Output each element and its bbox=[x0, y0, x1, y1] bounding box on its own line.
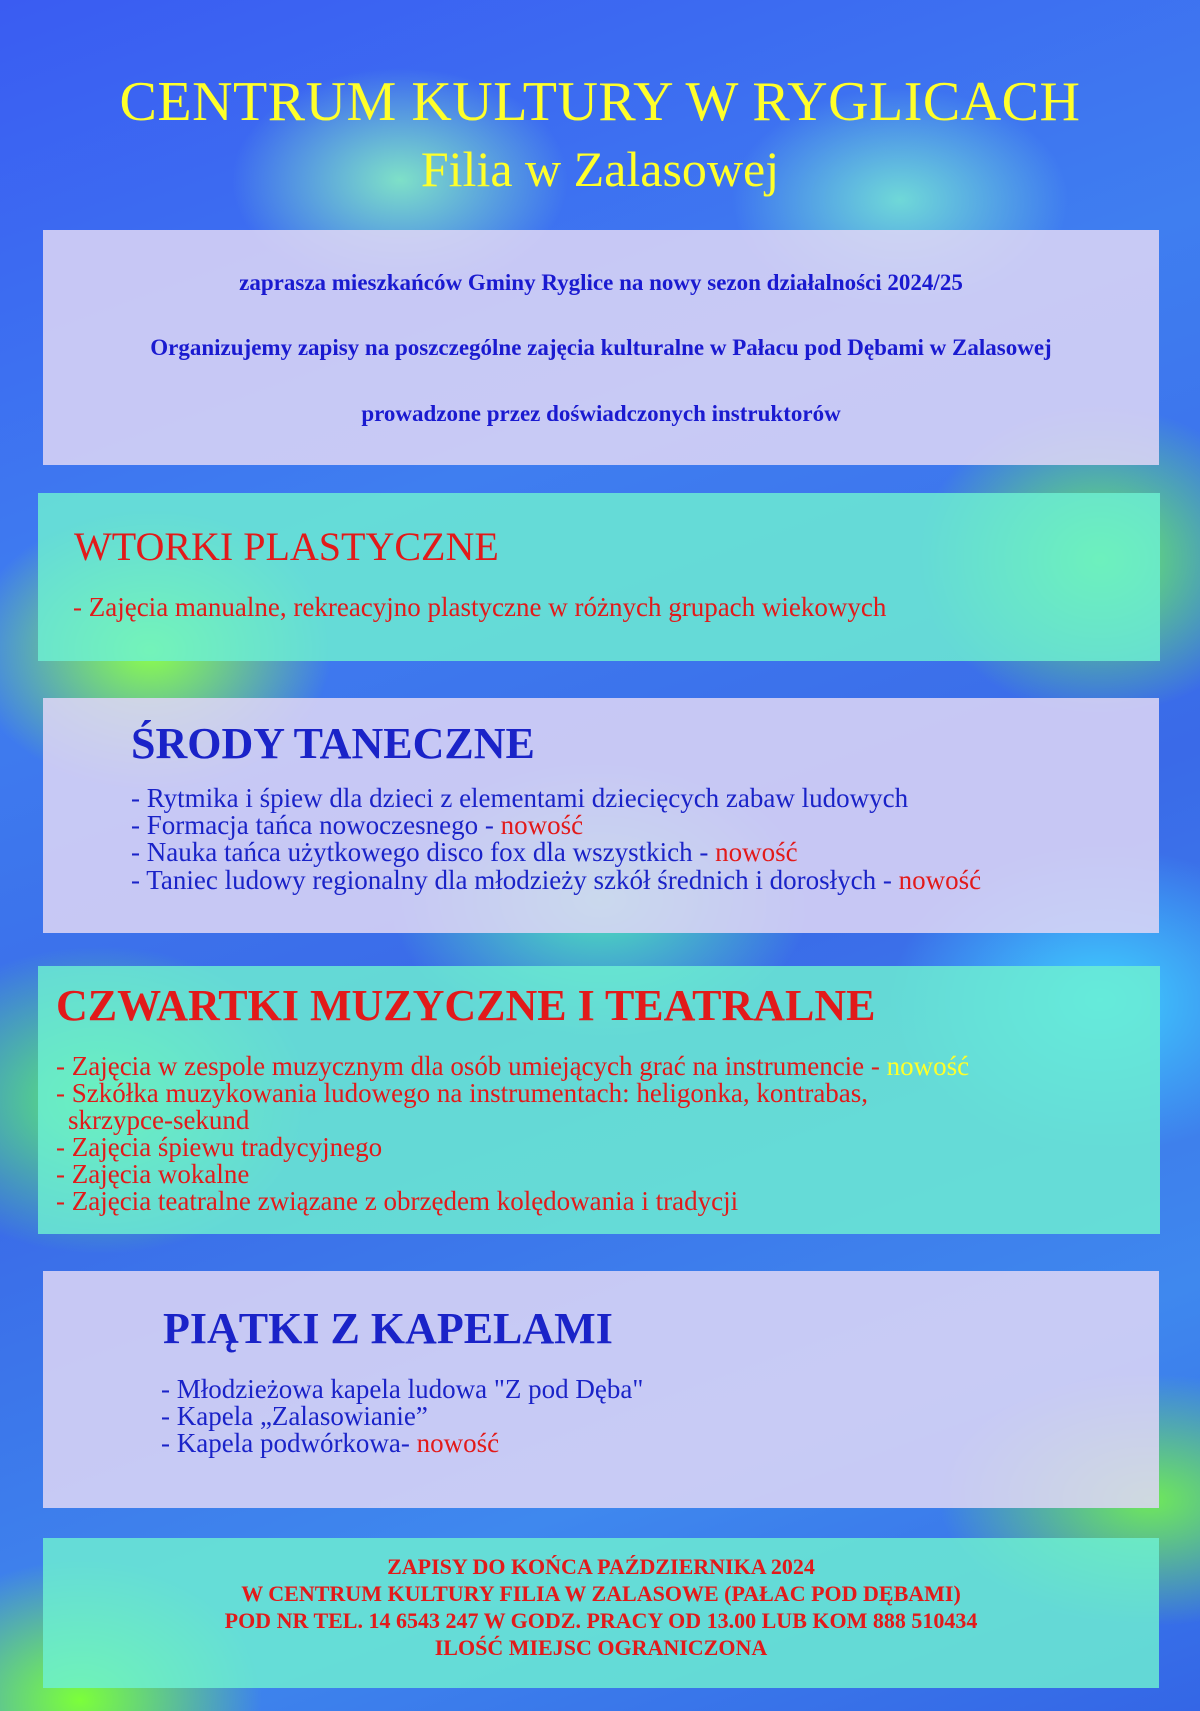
friday-item: - Kapela podwórkowa- nowość bbox=[161, 1428, 500, 1458]
new-badge: nowość bbox=[898, 865, 982, 895]
wednesday-item: - Rytmika i śpiew dla dzieci z elementami dziecięcych zabaw ludowych bbox=[131, 783, 909, 813]
wednesday-item: - Nauka tańca użytkowego disco fox dla wszystkich - nowość bbox=[131, 837, 798, 867]
footer-line-1: ZAPISY DO KOŃCA PAŹDZIERNIKA 2024 bbox=[387, 1554, 815, 1579]
footer-panel bbox=[43, 1538, 1159, 1688]
friday-panel bbox=[43, 1271, 1159, 1508]
footer-line-4: ILOŚĆ MIEJSC OGRANICZONA bbox=[434, 1635, 768, 1660]
intro-line-3: prowadzone przez doświadczonych instruktorów bbox=[361, 401, 841, 426]
tuesday-item: - Zajęcia manualne, rekreacyjno plastyczne w różnych grupach wiekowych bbox=[73, 592, 887, 622]
thursday-item: - Szkółka muzykowania ludowego na instrumentach: heligonka, kontrabas, bbox=[56, 1078, 869, 1108]
friday-item: - Młodzieżowa kapela ludowa "Z pod Dęba" bbox=[161, 1374, 644, 1404]
thursday-item: - Zajęcia w zespole muzycznym dla osób umiejących grać na instrumencie - nowość bbox=[56, 1051, 970, 1081]
tuesday-title: WTORKI PLASTYCZNE bbox=[74, 524, 499, 569]
wednesday-title: ŚRODY TANECZNE bbox=[131, 719, 535, 768]
new-badge: nowość bbox=[416, 1428, 500, 1458]
new-badge: nowość bbox=[886, 1051, 970, 1081]
new-badge: nowość bbox=[500, 810, 584, 840]
thursday-item: - Zajęcia wokalne bbox=[56, 1159, 250, 1189]
tuesday-panel bbox=[38, 493, 1160, 661]
wednesday-item: - Formacja tańca nowoczesnego - nowość bbox=[131, 810, 584, 840]
poster-title: CENTRUM KULTURY W RYGLICACH bbox=[119, 71, 1081, 133]
intro-panel bbox=[43, 230, 1159, 465]
wednesday-item: - Taniec ludowy regionalny dla młodzieży szkół średnich i dorosłych - nowość bbox=[131, 865, 982, 895]
footer-line-3: POD NR TEL. 14 6543 247 W GODZ. PRACY OD 13.00 LUB KOM 888 510434 bbox=[224, 1608, 978, 1633]
thursday-panel bbox=[38, 966, 1160, 1234]
thursday-item: skrzypce-sekund bbox=[68, 1105, 250, 1135]
thursday-item: - Zajęcia teatralne związane z obrzędem kolędowania i tradycji bbox=[56, 1186, 739, 1216]
intro-line-1: zaprasza mieszkańców Gminy Ryglice na nowy sezon działalności 2024/25 bbox=[239, 270, 963, 295]
poster-subtitle: Filia w Zalasowej bbox=[420, 141, 780, 197]
friday-title: PIĄTKI Z KAPELAMI bbox=[163, 1304, 613, 1353]
intro-line-2: Organizujemy zapisy na poszczególne zajęcia kulturalne w Pałacu pod Dębami w Zalasowej bbox=[150, 335, 1052, 360]
thursday-title: CZWARTKI MUZYCZNE I TEATRALNE bbox=[56, 981, 876, 1030]
footer-line-2: W CENTRUM KULTURY FILIA W ZALASOWE (PAŁAC POD DĘBAMI) bbox=[241, 1581, 961, 1606]
new-badge: nowość bbox=[715, 837, 798, 867]
thursday-item: - Zajęcia śpiewu tradycyjnego bbox=[56, 1132, 383, 1162]
friday-item: - Kapela „Zalasowianie” bbox=[161, 1401, 428, 1431]
wednesday-panel bbox=[43, 698, 1159, 933]
